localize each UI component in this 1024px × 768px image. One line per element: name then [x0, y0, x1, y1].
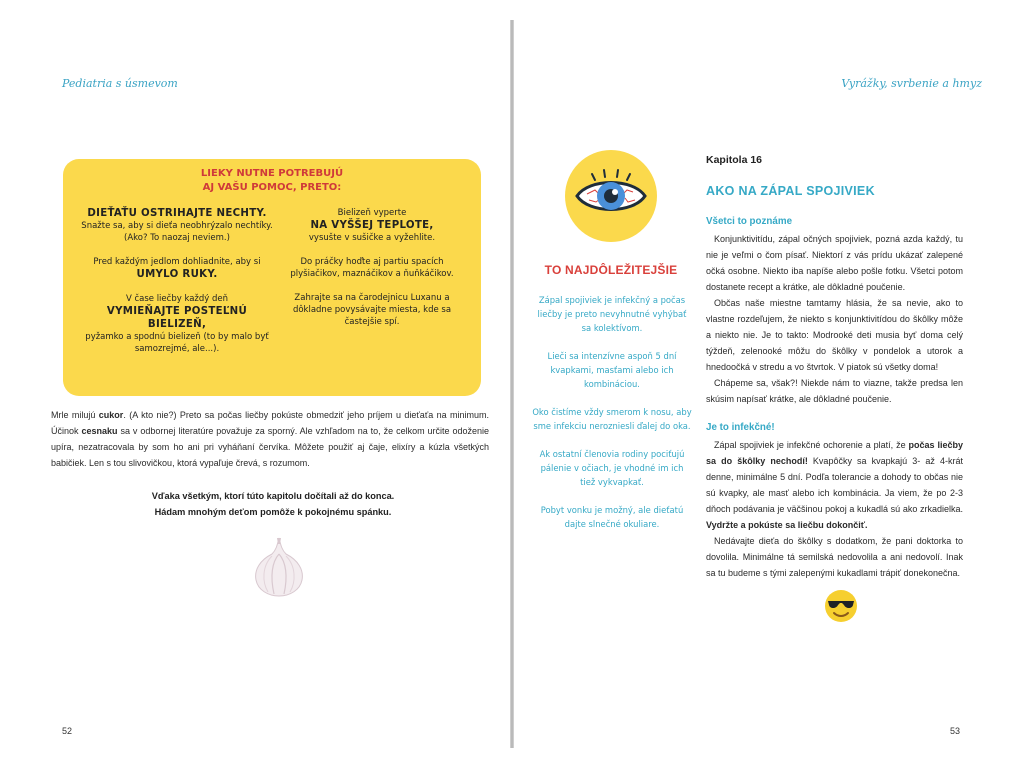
- tips-box: [63, 159, 481, 396]
- tip-nails-text: Snažte sa, aby si dieťa neobhrýzalo nechtíky. (Ako? To naozaj neviem.): [81, 221, 273, 243]
- tip-vacuum: Zahrajte sa na čarodejnicu Luxanu a dôkladne povysávajte miesta, kde sa častejšie spí.: [292, 293, 452, 327]
- right-page-number: 53: [949, 726, 960, 736]
- tip-wash: [277, 207, 467, 244]
- s2-bold-1: počas liečby sa do škôlky nechodí!: [706, 440, 964, 466]
- garlic-icon: [250, 536, 308, 603]
- s2-text-2: Kvapôčky sa kvapkajú 3- až 4-krát denne, minimálne 5 dní. Podľa tolerancie a dohody to občas nie sú kvapky, ale masť alebo ich kombinácia. Ja viem, že po 2-3 dňoch podávania je väčšinou pokoj a kukadlá sú ako zrkadielka.: [706, 456, 963, 514]
- closing-note: [98, 488, 448, 520]
- section-heading-2: Je to infekčné!: [706, 422, 775, 433]
- important-item: Zápal spojiviek je infekčný a počas liečby je preto nevyhnutné vyhýbať sa kolektívom.: [537, 295, 687, 333]
- important-item: Ak ostatní členovia rodiny pociťujú pálenie v očiach, je vhodné im ich tiež vykvapkať.: [539, 449, 685, 487]
- section-2-paragraph: [706, 437, 963, 533]
- tip-hands-heading: UMYLO RUKY.: [136, 269, 218, 280]
- important-list: [532, 293, 692, 545]
- para-text-1: Mrle milujú: [51, 410, 99, 420]
- s2-text-1: Zápal spojiviek je infekčné ochorenie a platí, že: [714, 440, 909, 450]
- s2-bold-2: Vydržte a pokúste sa liečbu dokončiť.: [706, 520, 868, 530]
- tip-wash-text: vysušte v sušičke a vyžehlite.: [308, 233, 436, 243]
- section-2-paragraph: Nedávajte dieťa do škôlky s dodatkom, že pani doktorka to dovolila. Minimálne tá semilská nedovolila a ani nedovolí. Inak sa tu budeme s tými zalepenými kukadlami trápiť donekonečna.: [706, 536, 963, 578]
- tip-bedding-pre: V čase liečby každý deň: [125, 294, 229, 304]
- sunglasses-emoji-icon: [824, 589, 858, 628]
- tips-box-title-line2: AJ VAŠU POMOC, PRETO:: [202, 182, 342, 193]
- para-bold-garlic: cesnaku: [81, 426, 118, 436]
- tip-nails: [77, 207, 277, 244]
- section-1-paragraph: Konjunktivitídu, zápal očných spojiviek, pozná azda každý, tu nie je veľmi o čom písať. Niektorí z vás prídu ukázať zalepené očká osobne. Niekto iba napíše alebo pošle fotku. Všetci potom dostanete recept a krátke, ale dôkladné poučenie.: [706, 234, 963, 292]
- para-text-3: sa v odbornej literatúre považuje za sporný. Ale vzhľadom na to, že celkom určite odoženie upíra, nezatracovala by som ho ani pri vyháňaní červíka. Môžete použiť aj čaje, elixíry a kúzla všetkých babičiek. Len s tou slivovičkou, ktorá vypaľuje črevá, s rozumom.: [51, 426, 490, 468]
- important-item: Lieči sa intenzívne aspoň 5 dní kvapkami, masťami alebo ich kombináciou.: [547, 351, 677, 389]
- tips-left-column: [77, 207, 277, 367]
- tip-wash-pre: Bielizeň vyperte: [337, 208, 407, 218]
- right-page: [514, 20, 996, 748]
- tip-bedding-text: pyžamko a spodnú bielizeň (to by malo byť samozrejmé, ale...).: [85, 332, 269, 354]
- closing-line-1: Vďaka všetkým, ktorí túto kapitolu dočítali až do konca.: [151, 491, 395, 501]
- para-bold-sugar: cukor: [98, 410, 124, 420]
- tips-right-column: [277, 207, 467, 340]
- closing-line-2: Hádam mnohým deťom pomôže k pokojnému spánku.: [154, 507, 392, 517]
- right-running-header: Vyrážky, svrbenie a hmyz: [841, 77, 982, 90]
- left-page: [38, 20, 510, 748]
- eye-icon: [565, 150, 657, 242]
- para-text-2: . (A kto nie?) Preto sa počas liečby pokúste obmedziť jeho príjem u dieťaťa na minimum. Účinok: [51, 410, 489, 436]
- section-1-paragraph: Občas naše miestne tamtamy hlásia, že sa nevie, ako to vlastne rozdeľujem, že niekto s konjunktivitídou do škôlky môže a niekto nie. Je to takto: Modrooké deti musia byť doma celý týždeň, zelenooké môžu do škôlky v pondelok a utorok a hnedoočká v stredu a vo štvrtok. V piatok sú všetky doma!: [706, 298, 963, 372]
- section-1-text: [706, 231, 963, 407]
- important-title: TO NAJDÔLEŽITEJŠIE: [544, 263, 678, 277]
- tip-wash-heading: NA VYŠŠEJ TEPLOTE,: [310, 220, 434, 231]
- left-paragraph: [51, 407, 489, 471]
- left-page-number: 52: [62, 726, 73, 736]
- tip-hands: [77, 256, 277, 281]
- chapter-title: AKO NA ZÁPAL SPOJIVIEK: [706, 184, 875, 198]
- left-running-header: Pediatria s úsmevom: [62, 77, 178, 90]
- chapter-label: Kapitola 16: [706, 154, 763, 166]
- tip-bedding: [77, 293, 277, 355]
- important-item: Oko čistíme vždy smerom k nosu, aby sme infekciu nerozniesli ďalej do oka.: [532, 407, 692, 431]
- section-1-paragraph: Chápeme sa, však?! Niekde nám to viazne, takže predsa len skúsim napísať krátke, ale dôkladné poučenie.: [706, 378, 963, 404]
- tip-nails-heading: DIEŤAŤU OSTRIHAJTE NECHTY.: [87, 208, 267, 219]
- tip-hands-text: Pred každým jedlom dohliadnite, aby si: [93, 257, 261, 267]
- tip-toys: Do práčky hoďte aj partiu spacích plyšiačikov, maznáčikov a ňuňkáčikov.: [290, 257, 454, 279]
- tips-box-title: [63, 167, 481, 195]
- important-item: Pobyt vonku je možný, ale dieťatú dajte slnečné okuliare.: [540, 505, 684, 529]
- tips-box-title-line1: LIEKY NUTNE POTREBUJÚ: [200, 168, 344, 179]
- section-2-text: [706, 437, 963, 581]
- tip-bedding-heading: VYMIEŇAJTE POSTEĽNÚ BIELIZEŇ,: [106, 306, 248, 330]
- section-heading-1: Všetci to poznáme: [706, 216, 793, 227]
